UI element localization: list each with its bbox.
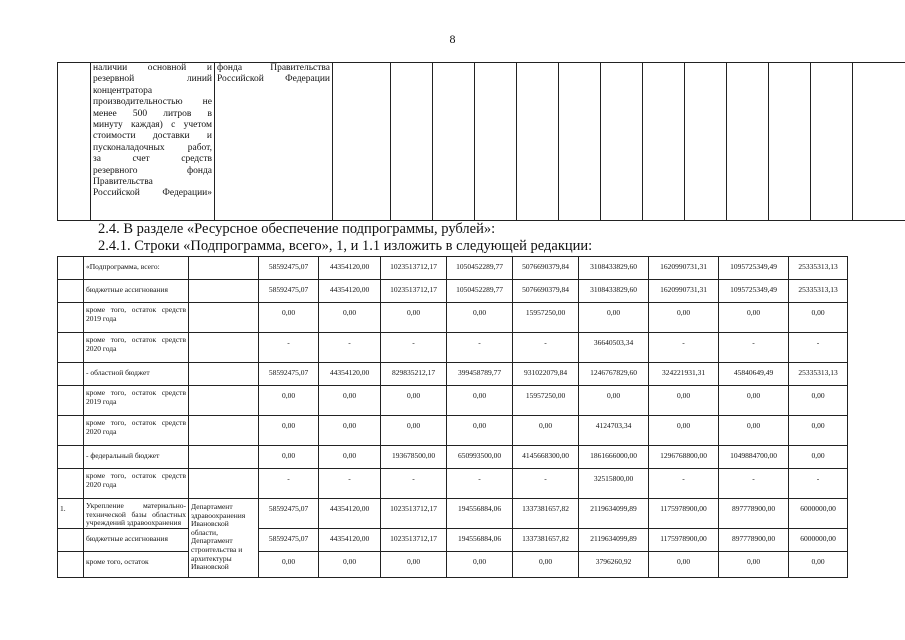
table-row (58, 469, 848, 499)
value-cell: 1023513712,17 (381, 529, 447, 552)
value-cell: - (259, 469, 319, 499)
value-cell: - (649, 469, 719, 499)
value-cell: 58592475,07 (259, 257, 319, 280)
value-cell: 3108433829,60 (579, 280, 649, 303)
value-cell: 0,00 (381, 552, 447, 578)
top-source (217, 63, 330, 86)
value-cell: 3796260,92 (579, 552, 649, 578)
description-line: менее 500 литров в (93, 108, 212, 119)
value-cell: 6000000,00 (789, 499, 848, 529)
value-cell: - (789, 469, 848, 499)
row-number (58, 333, 84, 363)
row-number (58, 416, 84, 446)
value-cell: 4145668300,00 (513, 446, 579, 469)
row-number: 1. (58, 499, 84, 529)
description-line: резервной линий (93, 74, 212, 85)
value-cell: - (381, 333, 447, 363)
top-source-cell (215, 63, 333, 221)
row-label: «Подпрограмма, всего: (84, 257, 189, 280)
executor-cell (189, 446, 259, 469)
value-cell: 0,00 (447, 416, 513, 446)
value-cell: 0,00 (789, 552, 848, 578)
value-cell: 44354120,00 (319, 363, 381, 386)
value-cell: 1095725349,49 (719, 280, 789, 303)
executor-cell: Департамент здравоохранения Ивановской области, Департамент строительства и архитектуры Ивановской (189, 499, 259, 578)
value-cell: 0,00 (319, 416, 381, 446)
description-line: пусконаладочных работ, (93, 142, 212, 153)
value-cell: - (719, 333, 789, 363)
source-line: фонда Правительства (217, 63, 330, 73)
value-cell: 897778900,00 (719, 529, 789, 552)
value-cell: - (719, 469, 789, 499)
description-line: резервного фонда (93, 165, 212, 176)
row-number (58, 446, 84, 469)
value-cell: 0,00 (719, 552, 789, 578)
value-cell: 0,00 (381, 416, 447, 446)
value-cell: 0,00 (789, 446, 848, 469)
value-cell: 0,00 (319, 552, 381, 578)
value-cell: 194556884,06 (447, 529, 513, 552)
value-cell: 0,00 (259, 303, 319, 333)
value-cell: 0,00 (579, 386, 649, 416)
value-cell: 399458789,77 (447, 363, 513, 386)
row-label: кроме того, остаток (84, 552, 189, 578)
row-label: бюджетные ассигнования (84, 529, 189, 552)
executor-cell (189, 386, 259, 416)
description-line: стоимости доставки и (93, 131, 212, 142)
value-cell: - (447, 469, 513, 499)
value-cell: 650993500,00 (447, 446, 513, 469)
value-cell: 0,00 (447, 552, 513, 578)
value-cell: 0,00 (719, 303, 789, 333)
value-cell: 44354120,00 (319, 280, 381, 303)
table-row (58, 446, 848, 469)
description-line: Правительства (93, 177, 153, 188)
value-cell: 6000000,00 (789, 529, 848, 552)
value-cell: - (319, 469, 381, 499)
row-label: кроме того, остаток средств 2020 года (84, 333, 189, 363)
value-cell: - (513, 469, 579, 499)
table-row (58, 499, 848, 529)
description-line: за счет средств (93, 154, 212, 165)
executor-cell (189, 416, 259, 446)
value-cell: 0,00 (381, 386, 447, 416)
executor-cell (189, 257, 259, 280)
value-cell: 1861666000,00 (579, 446, 649, 469)
value-cell: - (513, 333, 579, 363)
row-label: кроме того, остаток средств 2020 года (84, 416, 189, 446)
value-cell: 44354120,00 (319, 529, 381, 552)
value-cell: 0,00 (579, 303, 649, 333)
value-cell: - (649, 333, 719, 363)
value-cell: 15957250,00 (513, 386, 579, 416)
description-line: Российской Федерации» (93, 188, 212, 199)
table-row (58, 529, 848, 552)
value-cell: 0,00 (513, 416, 579, 446)
executor-cell (189, 280, 259, 303)
row-label: - федеральный бюджет (84, 446, 189, 469)
value-cell: 2119634099,89 (579, 529, 649, 552)
table-row (58, 552, 848, 578)
value-cell: 0,00 (649, 303, 719, 333)
row-number (58, 280, 84, 303)
row-label: кроме того, остаток средств 2019 года (84, 386, 189, 416)
value-cell: 25335313,13 (789, 280, 848, 303)
value-cell: 1337381657,82 (513, 529, 579, 552)
value-cell: 5076690379,84 (513, 280, 579, 303)
value-cell: 3108433829,60 (579, 257, 649, 280)
value-cell: 1023513712,17 (381, 280, 447, 303)
description-line: производительностью не (93, 97, 212, 108)
value-cell: 1296768800,00 (649, 446, 719, 469)
value-cell: 58592475,07 (259, 499, 319, 529)
row-number (58, 386, 84, 416)
value-cell: 0,00 (649, 386, 719, 416)
value-cell: 0,00 (447, 303, 513, 333)
value-cell: 0,00 (259, 416, 319, 446)
value-cell: 25335313,13 (789, 363, 848, 386)
row-number (58, 303, 84, 333)
value-cell: 0,00 (259, 552, 319, 578)
resource-table (57, 256, 848, 578)
section-heading: 2.4. В разделе «Ресурсное обеспечение подпрограммы, рублей»: (98, 221, 496, 237)
value-cell: 1023513712,17 (381, 499, 447, 529)
row-number (58, 363, 84, 386)
value-cell: - (789, 333, 848, 363)
value-cell: 1050452289,77 (447, 280, 513, 303)
table-row (58, 363, 848, 386)
row-number (58, 552, 84, 578)
top-description-cell (91, 63, 215, 221)
description-line: концентратора (93, 85, 153, 96)
value-cell: 5076690379,84 (513, 257, 579, 280)
executor-cell (189, 333, 259, 363)
table-row (58, 333, 848, 363)
value-cell: 0,00 (259, 446, 319, 469)
value-cell: 193678500,00 (381, 446, 447, 469)
value-cell: 1620990731,31 (649, 280, 719, 303)
value-cell: 0,00 (649, 552, 719, 578)
source-line: Российской Федерации (217, 74, 330, 85)
value-cell: 36640503,34 (579, 333, 649, 363)
value-cell: 1246767829,60 (579, 363, 649, 386)
value-cell: 0,00 (789, 386, 848, 416)
value-cell: 15957250,00 (513, 303, 579, 333)
value-cell: 0,00 (719, 386, 789, 416)
value-cell: 25335313,13 (789, 257, 848, 280)
row-label: бюджетные ассигнования (84, 280, 189, 303)
value-cell: 4124703,34 (579, 416, 649, 446)
value-cell: 32515800,00 (579, 469, 649, 499)
value-cell: 44354120,00 (319, 499, 381, 529)
value-cell: 1175978900,00 (649, 499, 719, 529)
value-cell: - (381, 469, 447, 499)
table-row (58, 257, 848, 280)
page-number: 8 (449, 32, 456, 46)
top-description (93, 63, 212, 200)
value-cell: 0,00 (719, 416, 789, 446)
value-cell: 0,00 (259, 386, 319, 416)
subsection-heading: 2.4.1. Строки «Подпрограмма, всего», 1, и 1.1 изложить в следующей редакции: (98, 238, 593, 254)
value-cell: 324221931,31 (649, 363, 719, 386)
table-row (58, 416, 848, 446)
row-number (58, 529, 84, 552)
value-cell: 1620990731,31 (649, 257, 719, 280)
value-cell: 194556884,06 (447, 499, 513, 529)
value-cell: 58592475,07 (259, 280, 319, 303)
value-cell: - (447, 333, 513, 363)
description-line: минуту каждая) с учетом (93, 120, 212, 131)
value-cell: 1095725349,49 (719, 257, 789, 280)
value-cell: 2119634099,89 (579, 499, 649, 529)
value-cell: 45840649,49 (719, 363, 789, 386)
value-cell: 0,00 (513, 552, 579, 578)
continuation-table (57, 62, 905, 221)
row-label: Укрепление материально-технической базы областных учреждений здравоохранения (84, 499, 189, 529)
value-cell: 0,00 (447, 386, 513, 416)
value-cell: 897778900,00 (719, 499, 789, 529)
row-number (58, 257, 84, 280)
value-cell: 1023513712,17 (381, 257, 447, 280)
value-cell: 1175978900,00 (649, 529, 719, 552)
table-row (58, 386, 848, 416)
row-number (58, 469, 84, 499)
value-cell: 58592475,07 (259, 363, 319, 386)
row-label: кроме того, остаток средств 2019 года (84, 303, 189, 333)
table-row (58, 303, 848, 333)
value-cell: - (259, 333, 319, 363)
value-cell: 829835212,17 (381, 363, 447, 386)
value-cell: 0,00 (319, 386, 381, 416)
value-cell: 58592475,07 (259, 529, 319, 552)
value-cell: 0,00 (319, 303, 381, 333)
value-cell: 931022079,84 (513, 363, 579, 386)
value-cell: 1049884700,00 (719, 446, 789, 469)
value-cell: 0,00 (649, 416, 719, 446)
value-cell: 0,00 (381, 303, 447, 333)
value-cell: 1337381657,82 (513, 499, 579, 529)
table-row (58, 280, 848, 303)
value-cell: - (319, 333, 381, 363)
value-cell: 0,00 (789, 416, 848, 446)
executor-cell (189, 303, 259, 333)
row-label: кроме того, остаток средств 2020 года (84, 469, 189, 499)
top-num-cell (58, 63, 91, 221)
value-cell: 0,00 (789, 303, 848, 333)
value-cell: 44354120,00 (319, 257, 381, 280)
value-cell: 1050452289,77 (447, 257, 513, 280)
row-label: - областной бюджет (84, 363, 189, 386)
executor-cell (189, 469, 259, 499)
executor-cell (189, 363, 259, 386)
value-cell: 0,00 (319, 446, 381, 469)
description-line: наличии основной и (93, 63, 212, 73)
